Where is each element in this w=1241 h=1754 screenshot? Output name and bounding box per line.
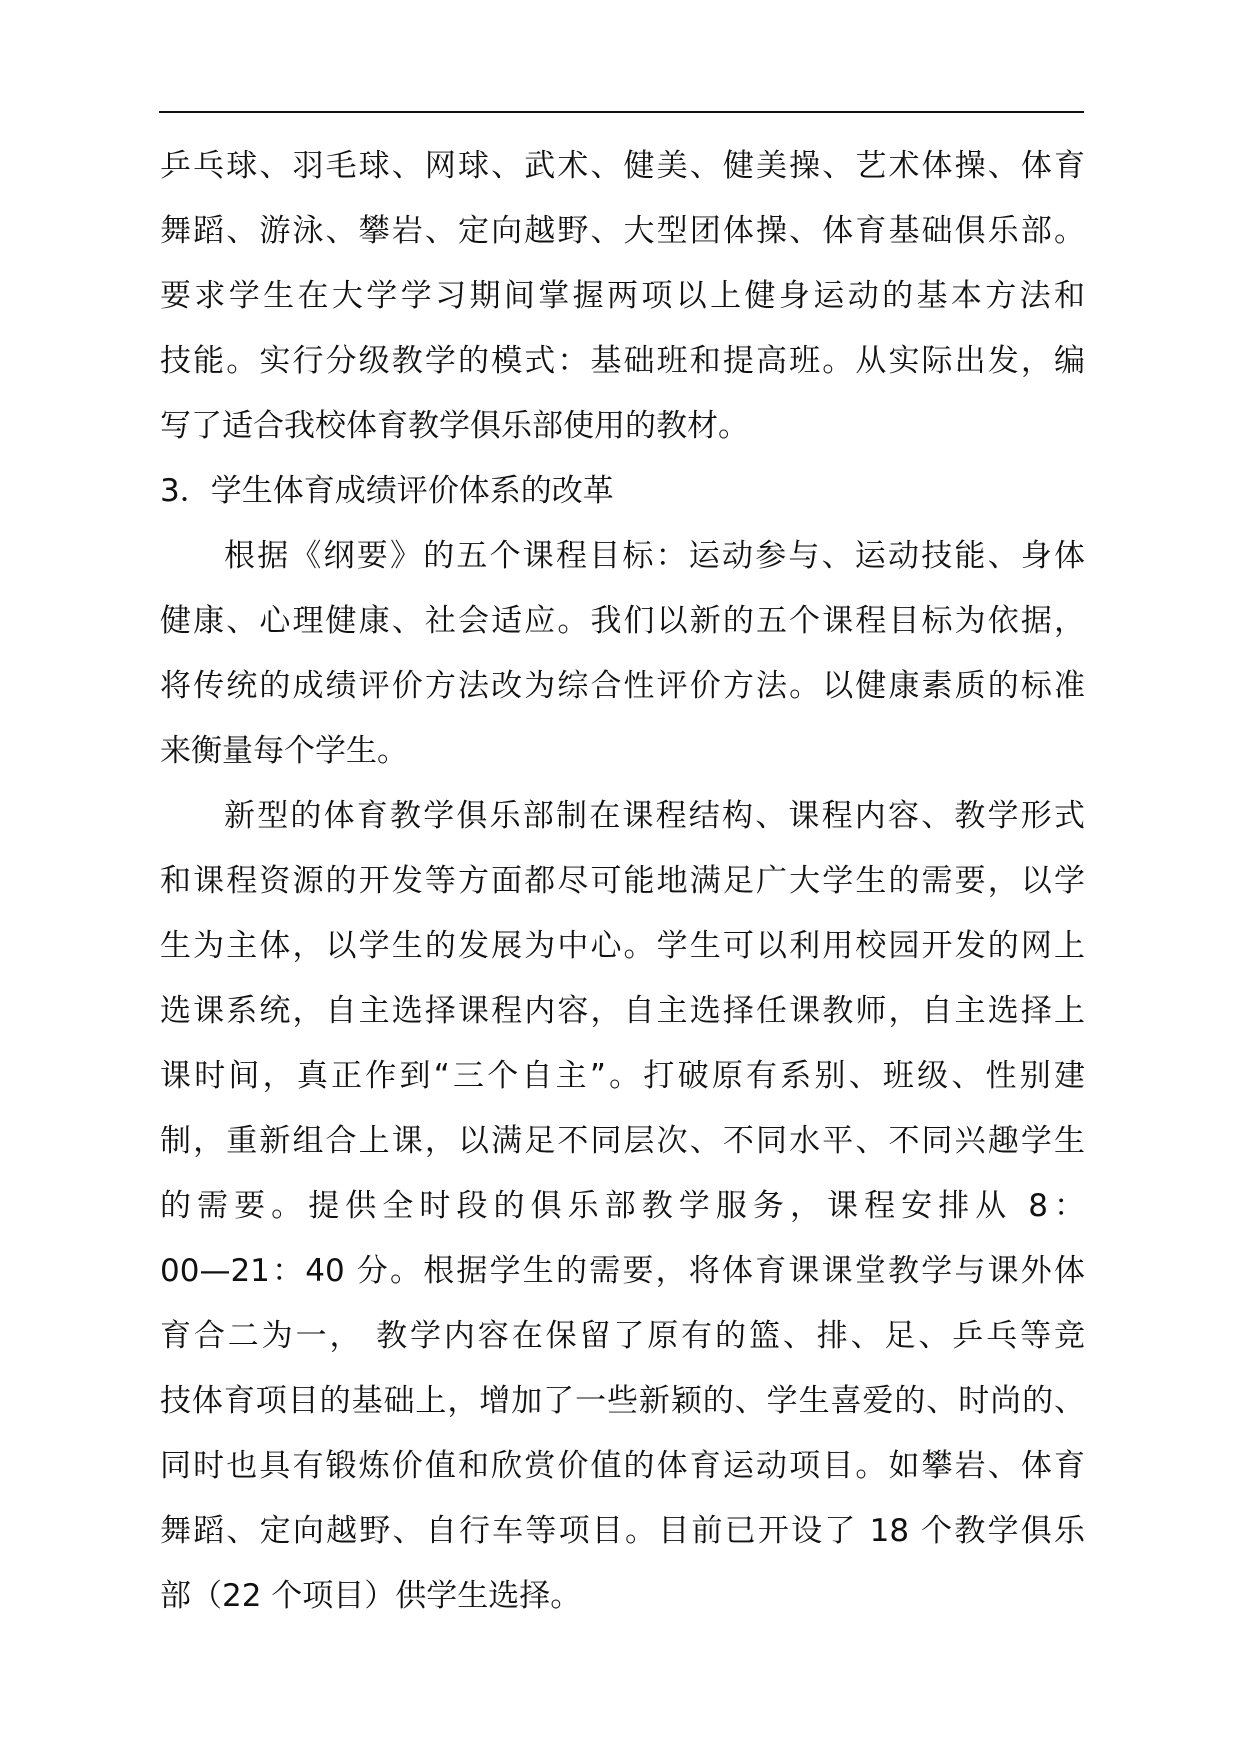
paragraph-line: 部（22 个项目）供学生选择。	[160, 1578, 582, 1614]
paragraph-line: 00—21：40 分。根据学生的需要，将体育课课堂教学与课外体	[160, 1253, 1085, 1289]
document-body	[160, 134, 1085, 1629]
paragraph-line: 新型的体育教学俱乐部制在课程结构、课程内容、教学形式	[224, 798, 1085, 834]
paragraph-line: 选课系统，自主选择课程内容，自主选择任课教师，自主选择上	[160, 993, 1085, 1029]
paragraph-line: 课时间，真正作到“三个自主”。打破原有系别、班级、性别建	[160, 1058, 1085, 1094]
paragraph-3	[160, 784, 1085, 1629]
paragraph-line: 技能。实行分级教学的模式：基础班和提高班。从实际出发，编	[160, 343, 1085, 379]
paragraph-line: 生为主体，以学生的发展为中心。学生可以利用校园开发的网上	[160, 928, 1085, 964]
paragraph-line: 来衡量每个学生。	[160, 733, 408, 769]
header-rule	[159, 111, 1084, 113]
paragraph-line: 写了适合我校体育教学俱乐部使用的教材。	[160, 408, 749, 444]
paragraph-line: 技体育项目的基础上，增加了一些新颖的、学生喜爱的、时尚的、	[160, 1383, 1085, 1419]
paragraph-2	[160, 524, 1085, 784]
paragraph-line: 育合二为一， 教学内容在保留了原有的篮、排、足、乒乓等竞	[160, 1318, 1085, 1354]
paragraph-line: 将传统的成绩评价方法改为综合性评价方法。以健康素质的标准	[160, 668, 1085, 704]
paragraph-1	[160, 134, 1085, 459]
paragraph-line: 的需要。提供全时段的俱乐部教学服务，课程安排从 8：	[160, 1188, 1085, 1224]
paragraph-line: 根据《纲要》的五个课程目标：运动参与、运动技能、身体	[224, 538, 1085, 574]
section-heading: 3．学生体育成绩评价体系的改革	[160, 473, 614, 509]
paragraph-line: 要求学生在大学学习期间掌握两项以上健身运动的基本方法和	[160, 278, 1085, 314]
paragraph-line: 健康、心理健康、社会适应。我们以新的五个课程目标为依据，	[160, 603, 1085, 639]
paragraph-line: 乒乓球、羽毛球、网球、武术、健美、健美操、艺术体操、体育	[160, 148, 1085, 184]
paragraph-line: 舞蹈、游泳、攀岩、定向越野、大型团体操、体育基础俱乐部。	[160, 213, 1085, 249]
paragraph-line: 舞蹈、定向越野、自行车等项目。目前已开设了 18 个教学俱乐	[160, 1513, 1085, 1549]
paragraph-line: 和课程资源的开发等方面都尽可能地满足广大学生的需要，以学	[160, 863, 1085, 899]
paragraph-line: 制，重新组合上课，以满足不同层次、不同水平、不同兴趣学生	[160, 1123, 1085, 1159]
paragraph-line: 同时也具有锻炼价值和欣赏价值的体育运动项目。如攀岩、体育	[160, 1448, 1085, 1484]
